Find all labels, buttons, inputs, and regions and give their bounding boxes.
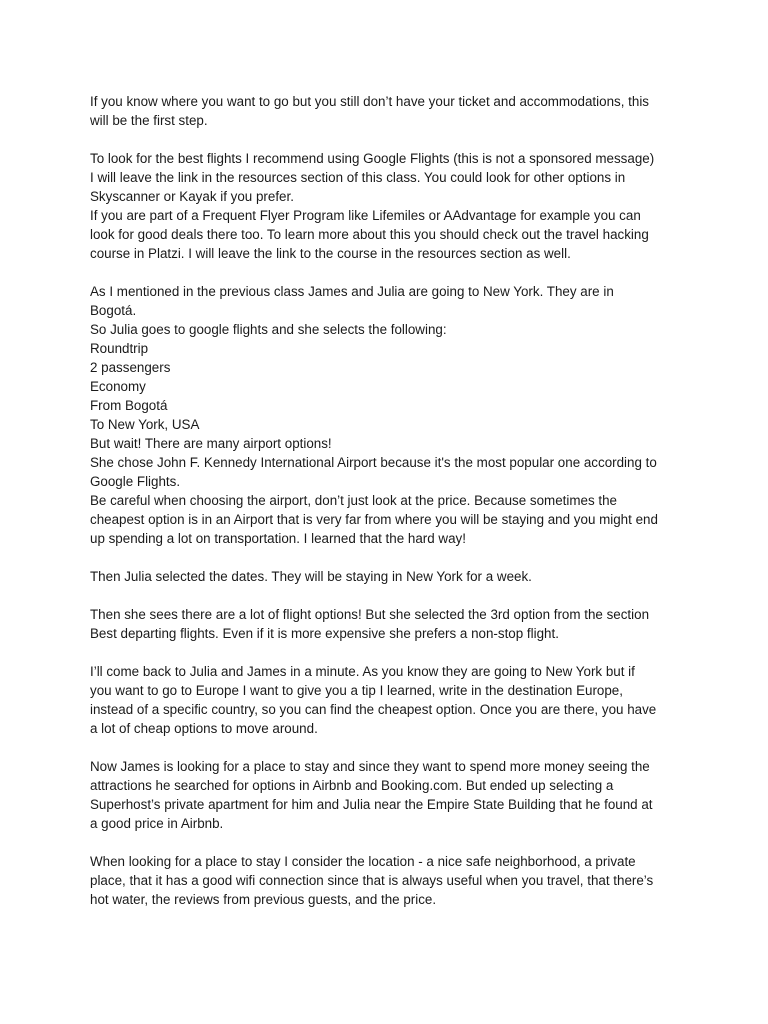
text-line: When looking for a place to stay I consider the location - a nice safe neighborhood, a private — [90, 854, 636, 869]
text-line: Bogotá. — [90, 303, 137, 318]
paragraph-flight-options — [90, 605, 690, 643]
text-line: But wait! There are many airport options! — [90, 436, 332, 451]
paragraph-place-criteria — [90, 852, 690, 909]
text-line: Be careful when choosing the airport, don’t just look at the price. Because sometimes the — [90, 493, 617, 508]
text-line: cheapest option is in an Airport that is very far from where you will be staying and you might end — [90, 512, 658, 527]
paragraph-dates — [90, 567, 690, 586]
text-line: To New York, USA — [90, 417, 200, 432]
text-line: look for good deals there too. To learn more about this you should check out the travel hacking — [90, 227, 649, 242]
text-line: a good price in Airbnb. — [90, 816, 224, 831]
text-line: To look for the best flights I recommend using Google Flights (this is not a sponsored message) — [90, 151, 655, 166]
text-line: She chose John F. Kennedy International Airport because it's the most popular one according to — [90, 455, 657, 470]
text-line: I’ll come back to Julia and James in a minute. As you know they are going to New York but if — [90, 664, 635, 679]
text-line: From Bogotá — [90, 398, 168, 413]
text-line: If you are part of a Frequent Flyer Program like Lifemiles or AAdvantage for example you can — [90, 208, 641, 223]
text-line: Then Julia selected the dates. They will be staying in New York for a week. — [90, 569, 532, 584]
paragraph-flights — [90, 149, 690, 263]
text-line: Skyscanner or Kayak if you prefer. — [90, 189, 294, 204]
text-line: place, that it has a good wifi connection since that is always useful when you travel, that there’s — [90, 873, 654, 888]
text-line: If you know where you want to go but you still don’t have your ticket and accommodations, this — [90, 94, 649, 109]
paragraph-accommodation — [90, 757, 690, 833]
document-body — [90, 92, 690, 928]
text-line: a lot of cheap options to move around. — [90, 721, 318, 736]
text-line: instead of a specific country, so you can find the cheapest option. Once you are there, you have — [90, 702, 657, 717]
text-line: Then she sees there are a lot of flight options! But she selected the 3rd option from the section — [90, 607, 650, 622]
text-line: Best departing flights. Even if it is more expensive she prefers a non-stop flight. — [90, 626, 559, 641]
paragraph-intro — [90, 92, 690, 130]
text-line: hot water, the reviews from previous guests, and the price. — [90, 892, 437, 907]
text-line: Google Flights. — [90, 474, 181, 489]
text-line: So Julia goes to google flights and she selects the following: — [90, 322, 447, 337]
text-line: you want to go to Europe I want to give you a tip I learned, write in the destination Europe, — [90, 683, 623, 698]
paragraph-julia-search — [90, 282, 690, 548]
text-line: attractions he searched for options in Airbnb and Booking.com. But ended up selecting a — [90, 778, 614, 793]
text-line: up spending a lot on transportation. I learned that the hard way! — [90, 531, 466, 546]
text-line: Roundtrip — [90, 341, 149, 356]
text-line: course in Platzi. I will leave the link to the course in the resources section as well. — [90, 246, 571, 261]
text-line: Economy — [90, 379, 146, 394]
text-line: I will leave the link in the resources section of this class. You could look for other options in — [90, 170, 626, 185]
text-line: Now James is looking for a place to stay and since they want to spend more money seeing the — [90, 759, 650, 774]
paragraph-europe-tip — [90, 662, 690, 738]
text-line: will be the first step. — [90, 113, 208, 128]
text-line: 2 passengers — [90, 360, 171, 375]
text-line: As I mentioned in the previous class James and Julia are going to New York. They are in — [90, 284, 614, 299]
text-line: Superhost’s private apartment for him and Julia near the Empire State Building that he found at — [90, 797, 653, 812]
